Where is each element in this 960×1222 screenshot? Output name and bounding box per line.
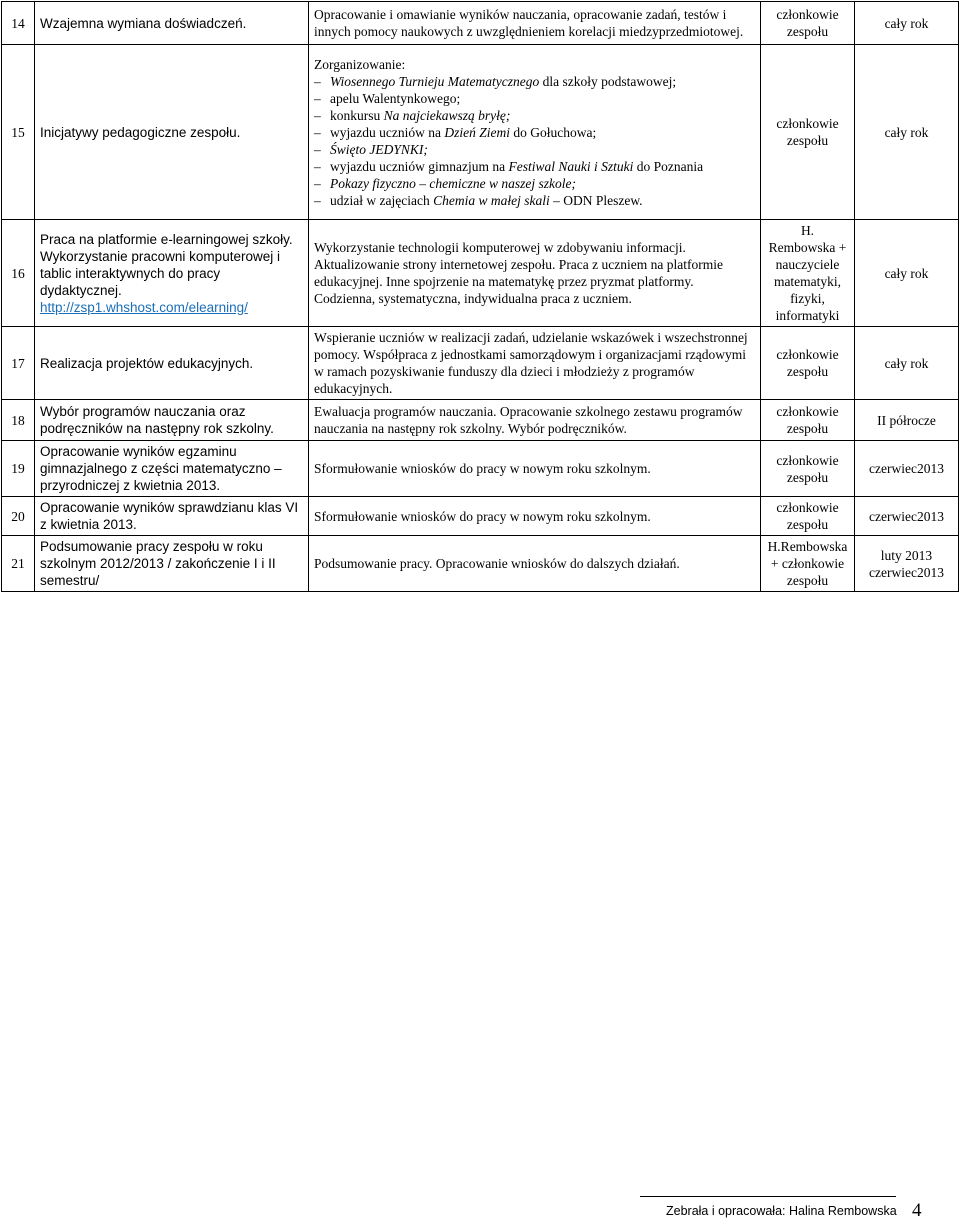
task-cell: Wybór programów nauczania oraz podręczników na następny rok szkolny. (35, 400, 309, 441)
list-item: – konkursu Na najciekawszą bryłę; (314, 107, 755, 124)
term-end: czerwiec2013 (869, 564, 944, 580)
task-cell: Realizacja projektów edukacyjnych. (35, 327, 309, 400)
responsible-cell: członkowie zespołu (761, 400, 855, 441)
table-row (2, 327, 959, 400)
page-number: 4 (912, 1200, 922, 1221)
row-number: 19 (2, 441, 35, 497)
table-row (2, 45, 959, 220)
task-cell (35, 220, 309, 327)
responsible-cell: H.Rembowska + członkowie zespołu (761, 536, 855, 592)
task-cell: Inicjatywy pedagogiczne zespołu. (35, 45, 309, 220)
table-row (2, 497, 959, 536)
list-item: – Święto JEDYNKI; (314, 141, 755, 158)
list-item: – Wiosennego Turnieju Matematycznego dla szkoły podstawowej; (314, 73, 755, 90)
table-row (2, 441, 959, 497)
term-cell: czerwiec2013 (855, 497, 959, 536)
task-cell: Opracowanie wyników sprawdzianu klas VI z kwietnia 2013. (35, 497, 309, 536)
term-cell: cały rok (855, 220, 959, 327)
responsible-cell: członkowie zespołu (761, 497, 855, 536)
task-cell: Wzajemna wymiana doświadczeń. (35, 2, 309, 45)
list-item: – wyjazdu uczniów na Dzień Ziemi do Gołuchowa; (314, 124, 755, 141)
term-cell (855, 536, 959, 592)
row-number: 14 (2, 2, 35, 45)
task-text: Praca na platformie e-learningowej szkoły. Wykorzystanie pracowni komputerowej i tablic interaktywnych do pracy dydaktycznej. (40, 231, 293, 298)
activity-cell: Wykorzystanie technologii komputerowej w zdobywaniu informacji. Aktualizowanie strony internetowej zespołu. Praca z uczniem na platformie edukacyjnej. Inne spojrzenie na matematykę przez pryzmat platformy. Codzienna, systematyczna, indywidualna praca z uczniem. (309, 220, 761, 327)
elearning-link[interactable]: http://zsp1.whshost.com/elearning/ (40, 299, 248, 315)
activity-cell (309, 45, 761, 220)
list-item: – apelu Walentynkowego; (314, 90, 755, 107)
responsible-cell: członkowie zespołu (761, 45, 855, 220)
activity-cell: Podsumowanie pracy. Opracowanie wniosków do dalszych działań. (309, 536, 761, 592)
activity-cell: Opracowanie i omawianie wyników nauczania, opracowanie zadań, testów i innych pomocy naukowych z uwzględnieniem korelacji miedzyprzedmiotowej. (309, 2, 761, 45)
list-item: – udział w zajęciach Chemia w małej skali – ODN Pleszew. (314, 192, 755, 209)
row-number: 17 (2, 327, 35, 400)
table-row (2, 400, 959, 441)
term-cell: cały rok (855, 2, 959, 45)
task-cell: Opracowanie wyników egzaminu gimnazjalnego z części matematyczno – przyrodniczej z kwietnia 2013. (35, 441, 309, 497)
plan-table (1, 1, 959, 592)
row-number: 16 (2, 220, 35, 327)
row-number: 21 (2, 536, 35, 592)
activity-intro: Zorganizowanie: (314, 56, 406, 72)
row-number: 20 (2, 497, 35, 536)
footer-author: Zebrała i opracowała: Halina Rembowska (666, 1204, 897, 1218)
activity-cell: Sformułowanie wniosków do pracy w nowym roku szkolnym. (309, 441, 761, 497)
responsible-cell: członkowie zespołu (761, 2, 855, 45)
term-cell: cały rok (855, 45, 959, 220)
activity-cell: Ewaluacja programów nauczania. Opracowanie szkolnego zestawu programów nauczania na następny rok szkolny. Wybór podręczników. (309, 400, 761, 441)
table-row (2, 536, 959, 592)
term-start: luty 2013 (880, 547, 933, 563)
responsible-cell: H. Rembowska + nauczyciele matematyki, fizyki, informatyki (761, 220, 855, 327)
row-number: 15 (2, 45, 35, 220)
activity-cell: Sformułowanie wniosków do pracy w nowym roku szkolnym. (309, 497, 761, 536)
activity-cell: Wspieranie uczniów w realizacji zadań, udzielanie wskazówek i wszechstronnej pomocy. Współpraca z jednostkami samorządowym i organizacjami rządowymi w ramach pozyskiwanie funduszy dla dzieci i młodzieży z programów edukacyjnych. (309, 327, 761, 400)
table-row (2, 2, 959, 45)
table-row (2, 220, 959, 327)
list-item: – wyjazdu uczniów gimnazjum na Festiwal Nauki i Sztuki do Poznania (314, 158, 755, 175)
term-cell: czerwiec2013 (855, 441, 959, 497)
responsible-cell: członkowie zespołu (761, 441, 855, 497)
term-cell: II półrocze (855, 400, 959, 441)
list-item: – Pokazy fizyczno – chemiczne w naszej szkole; (314, 175, 755, 192)
row-number: 18 (2, 400, 35, 441)
responsible-cell: członkowie zespołu (761, 327, 855, 400)
term-cell: cały rok (855, 327, 959, 400)
event-list (314, 73, 755, 209)
task-cell: Podsumowanie pracy zespołu w roku szkolnym 2012/2013 / zakończenie I i II semestru/ (35, 536, 309, 592)
